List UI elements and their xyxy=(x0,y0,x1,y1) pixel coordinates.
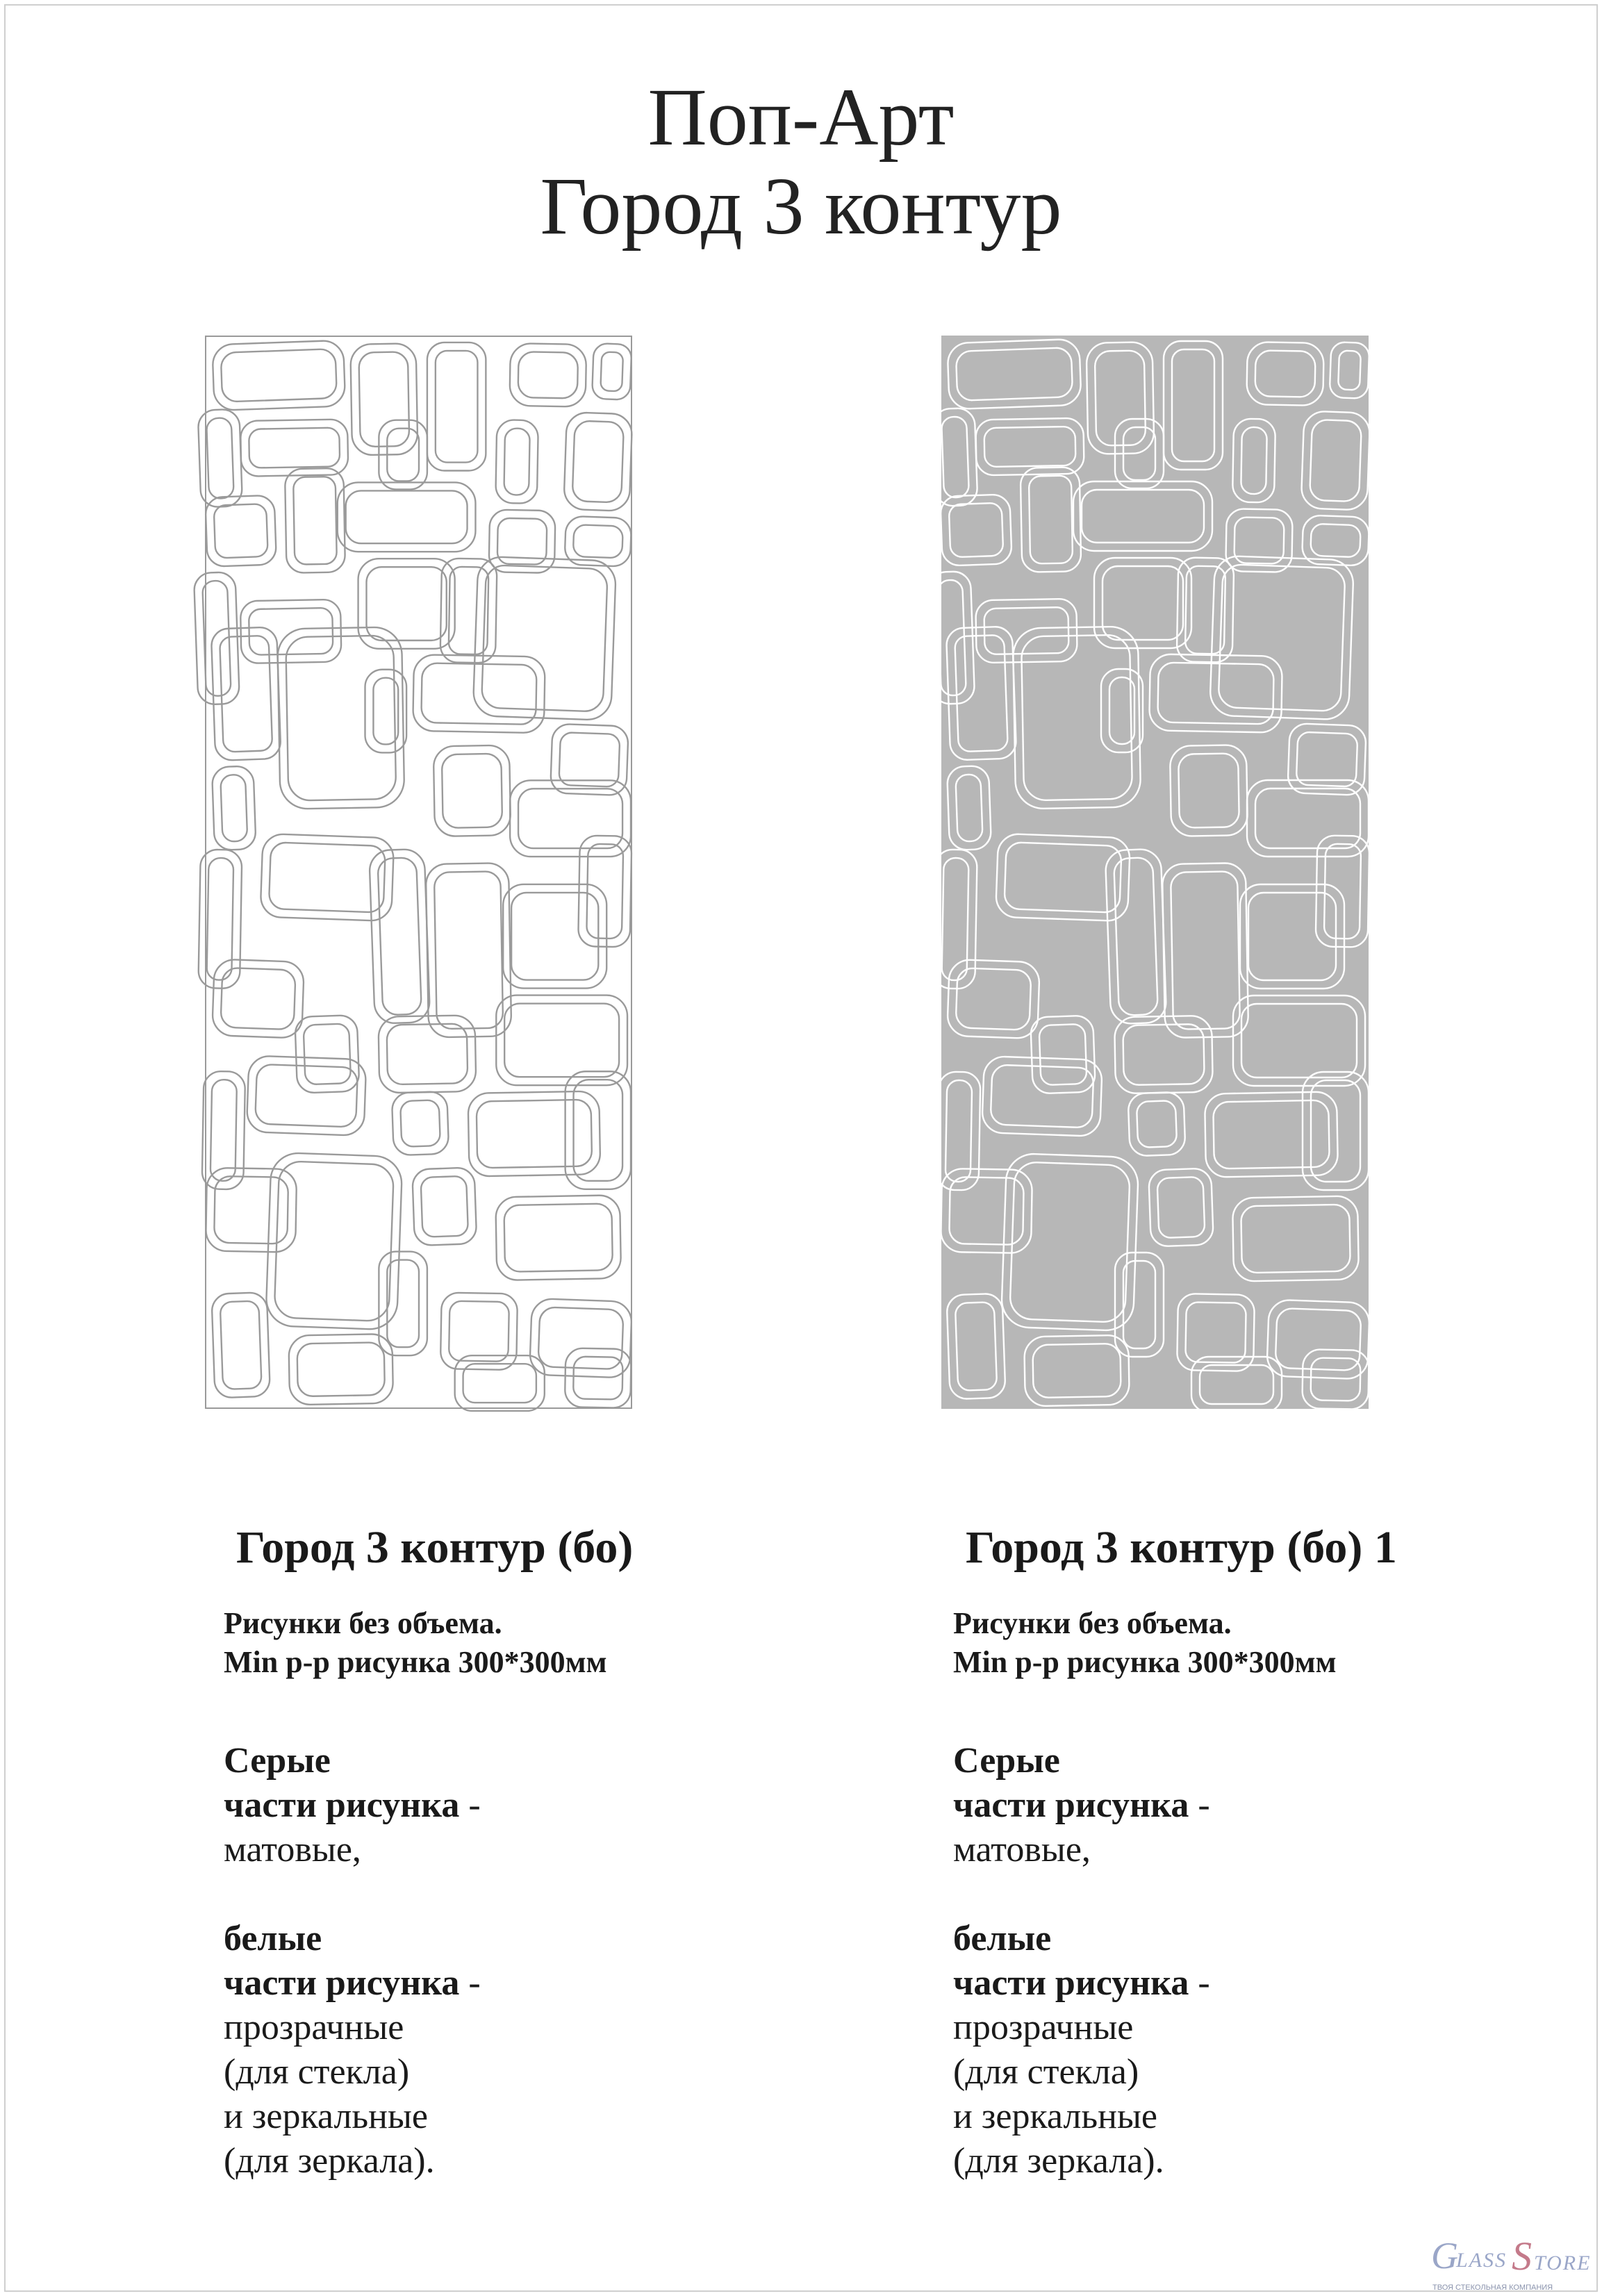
pattern-shape-inner xyxy=(220,636,272,752)
pattern-shape-outer xyxy=(1177,1294,1255,1371)
white-parts-desc-4: (для зеркала). xyxy=(953,2141,1164,2181)
pattern-shape-inner xyxy=(387,1023,468,1084)
glassstore-logo xyxy=(1430,2233,1592,2292)
pattern-shape-outer xyxy=(1287,723,1366,795)
pattern-shape-outer xyxy=(338,482,476,552)
pattern-shape-inner xyxy=(573,1357,623,1400)
pattern-shape-outer xyxy=(440,1292,518,1370)
pattern-shape-inner xyxy=(1029,475,1073,563)
pattern-shape-inner xyxy=(1213,1100,1330,1169)
dash: - xyxy=(459,1963,481,2003)
pattern-shape-outer xyxy=(946,1294,1005,1400)
pattern-shape-inner xyxy=(221,349,337,402)
pattern-shape-inner xyxy=(1275,1308,1362,1371)
pattern-preview-outline xyxy=(205,336,632,1409)
white-parts-heading: белые xyxy=(224,1919,322,1958)
pattern-shape-inner xyxy=(220,1300,262,1389)
pattern-shape-inner xyxy=(1241,427,1267,495)
pattern-shape-inner xyxy=(1310,1357,1360,1401)
pattern-shape-inner xyxy=(436,351,478,463)
pattern-shape-inner xyxy=(220,968,295,1030)
pattern-shape-outer xyxy=(468,1091,601,1177)
pattern-shape-inner xyxy=(1032,1344,1121,1398)
caption-body xyxy=(953,1739,1578,2183)
pattern-shape-inner xyxy=(1157,663,1273,725)
pattern-outline-svg xyxy=(206,337,631,1407)
pattern-shape-outer xyxy=(937,1071,981,1190)
pattern-shape-inner xyxy=(220,775,247,842)
note-min-size: Min р-р рисунка 300*300мм xyxy=(224,1645,607,1679)
caption-right xyxy=(953,1522,1578,2183)
white-parts-desc-1: прозрачные xyxy=(953,2008,1134,2047)
pattern-shape-outer xyxy=(495,420,538,504)
pattern-shape-inner xyxy=(1310,420,1362,502)
pattern-shape-inner xyxy=(206,418,234,499)
pattern-shape-inner xyxy=(941,416,969,497)
pattern-shape-outer xyxy=(1149,654,1282,732)
pattern-shape-inner xyxy=(249,608,333,655)
pattern-shape-inner xyxy=(400,1100,440,1147)
pattern-shape-inner xyxy=(573,525,623,558)
pattern-shape-inner xyxy=(366,567,446,641)
pattern-shape-inner xyxy=(1103,566,1183,640)
pattern-shape-inner xyxy=(477,1100,593,1168)
pattern-shape-inner xyxy=(1004,842,1121,913)
pattern-shape-inner xyxy=(945,1080,973,1182)
dash: - xyxy=(1189,1963,1210,2003)
pattern-shape-inner xyxy=(449,1301,509,1362)
svg-text:LASS: LASS xyxy=(1456,2249,1508,2272)
pattern-shape-outer xyxy=(413,654,545,733)
pattern-shape-outer xyxy=(1101,669,1143,752)
pattern-shape-inner xyxy=(434,871,503,1029)
pattern-shape-inner xyxy=(511,893,598,980)
pattern-shape-outer xyxy=(1232,418,1275,502)
white-parts-desc-4: (для зеркала). xyxy=(224,2141,435,2181)
white-parts-heading: белые xyxy=(953,1919,1052,1958)
pattern-shape-inner xyxy=(538,1307,623,1369)
pattern-shape-outer xyxy=(1162,863,1248,1038)
white-parts-desc-3: и зеркальные xyxy=(224,2097,428,2136)
caption-note xyxy=(224,1604,849,1682)
grey-parts-desc: матовые, xyxy=(953,1830,1091,1869)
pattern-shape-outer xyxy=(510,780,631,857)
pattern-shape-inner xyxy=(956,347,1073,401)
pattern-shape-outer xyxy=(202,1071,246,1190)
pattern-preview-filled xyxy=(941,336,1369,1409)
pattern-shape-outer xyxy=(198,409,242,508)
pattern-shape-inner xyxy=(297,1342,384,1396)
pattern-shape-inner xyxy=(1137,1100,1177,1148)
white-parts-desc-1: прозрачные xyxy=(224,2008,404,2047)
pattern-shape-outer xyxy=(947,959,1040,1039)
pattern-shape-inner xyxy=(420,1176,468,1237)
pattern-shape-outer xyxy=(550,724,629,796)
pattern-shape-inner xyxy=(1021,635,1132,801)
grey-parts-label: части рисунка xyxy=(224,1785,460,1825)
pattern-shape-inner xyxy=(984,607,1068,654)
pattern-shape-inner xyxy=(1324,844,1361,939)
pattern-shape-inner xyxy=(504,1004,619,1077)
pattern-shape-inner xyxy=(1095,350,1146,445)
caption-left xyxy=(224,1522,849,2183)
pattern-shape-inner xyxy=(210,1080,237,1181)
svg-text:S: S xyxy=(1512,2233,1533,2279)
pattern-shape-inner xyxy=(949,503,1004,558)
caption-title: Город 3 контур (бо) 1 xyxy=(966,1522,1397,1573)
pattern-shape-outer xyxy=(426,863,512,1037)
caption-note xyxy=(953,1604,1578,1682)
note-min-size: Min р-р рисунка 300*300мм xyxy=(953,1645,1337,1679)
page-title: Поп-Арт xyxy=(647,72,955,163)
logo-tagline: ТВОЯ СТЕКОЛЬНАЯ КОМПАНИЯ xyxy=(1432,2283,1553,2292)
pattern-shape-inner xyxy=(304,1023,352,1084)
pattern-shape-inner xyxy=(1039,1024,1087,1085)
pattern-shape-outer xyxy=(205,495,276,567)
pattern-filled-svg xyxy=(941,336,1369,1409)
pattern-shape-inner xyxy=(1248,893,1336,980)
pattern-shape-outer xyxy=(495,1195,621,1280)
page-subtitle: Город 3 контур xyxy=(540,160,1062,251)
caption-body xyxy=(224,1739,849,2183)
pattern-shape-outer xyxy=(1001,1153,1139,1331)
note-volume: Рисунки без объема. xyxy=(224,1606,502,1640)
pattern-shape-inner xyxy=(955,1302,997,1391)
pattern-shape-inner xyxy=(1255,350,1315,397)
pattern-shape-inner xyxy=(421,663,536,725)
pattern-shape-inner xyxy=(1241,1004,1357,1077)
pattern-shape-inner xyxy=(387,1260,419,1348)
pattern-shape-inner xyxy=(1157,1177,1205,1238)
grey-parts-label: части рисунка xyxy=(953,1785,1189,1825)
pattern-shape-outer xyxy=(265,1153,402,1330)
pattern-shape-inner xyxy=(1241,1205,1351,1273)
caption-title: Город 3 контур (бо) xyxy=(236,1522,634,1573)
pattern-shape-inner xyxy=(504,428,529,495)
pattern-shape-inner xyxy=(1009,1162,1130,1323)
pattern-shape-inner xyxy=(572,420,625,502)
pattern-shape-outer xyxy=(211,1292,270,1398)
logo-wordmark xyxy=(1430,2233,1592,2279)
pattern-shape-inner xyxy=(984,427,1076,467)
pattern-shape-inner xyxy=(1171,871,1240,1030)
svg-text:G: G xyxy=(1431,2235,1460,2277)
pattern-shape-inner xyxy=(442,754,502,828)
pattern-shape-inner xyxy=(956,968,1032,1030)
pattern-shape-inner xyxy=(1178,753,1239,827)
pattern-shape-inner xyxy=(274,1161,394,1321)
pattern-shape-inner xyxy=(249,428,340,468)
pattern-shape-inner xyxy=(941,858,968,981)
pattern-shape-outer xyxy=(433,745,511,837)
svg-text:TORE: TORE xyxy=(1534,2252,1592,2274)
pattern-shape-inner xyxy=(255,1064,358,1128)
white-parts-label: части рисунка xyxy=(953,1963,1189,2003)
pattern-shape-inner xyxy=(586,844,623,939)
pattern-shape-inner xyxy=(1310,524,1361,557)
pattern-shape-inner xyxy=(293,477,337,565)
pattern-shape-inner xyxy=(504,1203,613,1271)
pattern-shape-inner xyxy=(1185,1302,1246,1362)
pattern-shape-inner xyxy=(991,1064,1094,1128)
pattern-shape-outer xyxy=(1170,745,1248,836)
pattern-shape-inner xyxy=(955,635,1008,752)
note-volume: Рисунки без объема. xyxy=(953,1606,1232,1640)
grey-parts-heading: Серые xyxy=(953,1741,1060,1781)
pattern-shape-outer xyxy=(212,766,256,850)
pattern-shape-outer xyxy=(1205,1091,1338,1177)
white-parts-desc-2: (для стекла) xyxy=(953,2052,1139,2092)
pattern-shape-outer xyxy=(365,670,407,753)
white-parts-desc-3: и зеркальные xyxy=(953,2097,1157,2136)
pattern-shape-inner xyxy=(1172,349,1214,461)
pattern-shape-inner xyxy=(955,774,982,841)
pattern-shape-outer xyxy=(1073,481,1212,551)
grey-parts-desc: матовые, xyxy=(224,1830,361,1869)
pattern-shape-outer xyxy=(1247,780,1369,857)
pattern-shape-inner xyxy=(1123,1261,1155,1348)
dash: - xyxy=(459,1785,481,1825)
pattern-shape-inner xyxy=(1123,1024,1204,1085)
pattern-shape-inner xyxy=(518,352,578,398)
pattern-shape-outer xyxy=(1232,1196,1359,1281)
pattern-shape-inner xyxy=(1255,788,1360,848)
pattern-shape-inner xyxy=(346,490,468,543)
pattern-shape-inner xyxy=(358,352,409,447)
pattern-shape-inner xyxy=(286,636,396,801)
pattern-shape-inner xyxy=(1296,732,1358,787)
pattern-shape-inner xyxy=(269,842,386,912)
pattern-shape-outer xyxy=(947,766,991,850)
white-parts-desc-2: (для стекла) xyxy=(224,2052,410,2092)
pattern-shape-inner xyxy=(600,352,623,391)
pattern-shape-outer xyxy=(940,494,1011,565)
pattern-shape-inner xyxy=(206,858,233,980)
white-parts-label: части рисунка xyxy=(224,1963,460,2003)
grey-parts-heading: Серые xyxy=(224,1741,331,1781)
pattern-shape-inner xyxy=(518,788,622,848)
pattern-shape-inner xyxy=(1338,350,1361,390)
pattern-shape-outer xyxy=(212,959,304,1038)
dash: - xyxy=(1189,1785,1210,1825)
pattern-shape-inner xyxy=(559,732,620,787)
pattern-shape-inner xyxy=(214,504,268,558)
pattern-shape-inner xyxy=(1082,490,1204,543)
